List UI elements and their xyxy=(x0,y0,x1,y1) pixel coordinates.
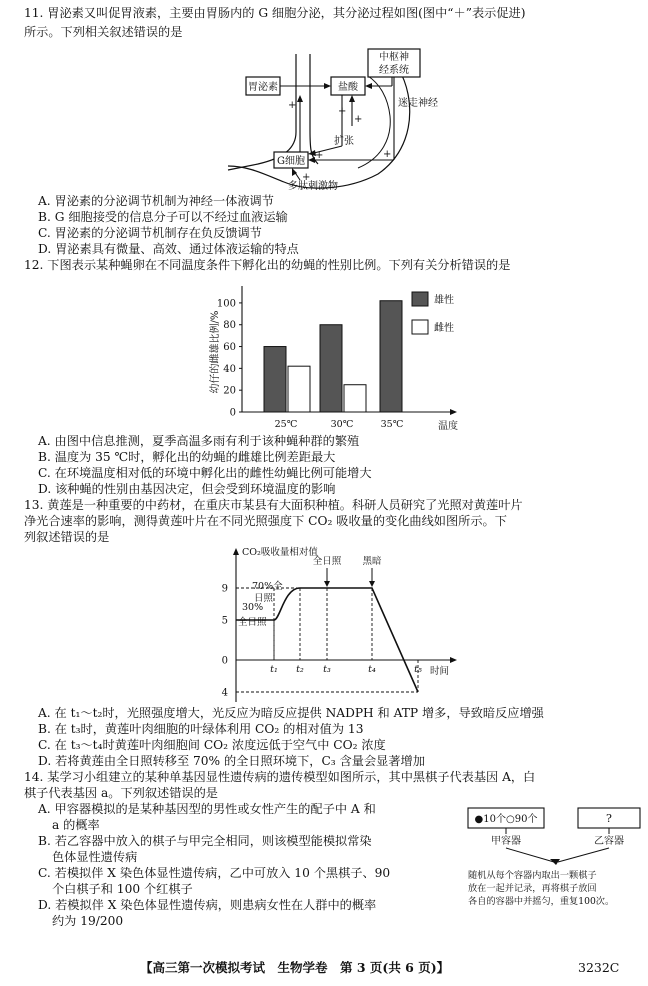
plus-sign: + xyxy=(354,114,363,125)
x-tick-label: t₃ xyxy=(323,664,331,675)
plus-sign: + xyxy=(288,100,297,111)
q12-option-c: C. 在环境温度相对低的环境中孵化出的雌性幼蝇比例可能增大 xyxy=(38,466,372,480)
legend-label: 雌性 xyxy=(434,323,454,334)
y-tick-label: 5 xyxy=(221,615,228,627)
q14-option-a-line1: A. 甲容器模拟的是某种基因型的男性或女性产生的配子中 A 和 xyxy=(38,802,376,816)
plus-sign: + xyxy=(315,150,324,161)
x-axis-label: 时间 xyxy=(430,666,450,677)
q14-option-a-line2: a 的概率 xyxy=(52,818,100,832)
legend-swatch xyxy=(412,292,428,306)
legend-label: 雄性 xyxy=(434,295,454,306)
q12-option-b: B. 温度为 35 ℃时，孵化出的幼蝇的雌雄比例差距最大 xyxy=(38,450,336,464)
bar-雄性 xyxy=(380,301,402,412)
annotation-label: 70%全 xyxy=(252,581,283,592)
x-tick-label: t₄ xyxy=(368,664,376,675)
q11-option-b: B. G 细胞接受的信息分子可以不经过血液运输 xyxy=(38,210,288,224)
plus-sign: + xyxy=(383,149,392,160)
q13-stem-line3: 列叙述错误的是 xyxy=(24,530,110,544)
q14-stem-line2: 棋子代表基因 a。下列叙述错误的是 xyxy=(24,786,218,800)
q12-stem: 12. 下图表示某种蝇卵在不同温度条件下孵化出的幼蝇的性别比例。下列有关分析错误的是 xyxy=(24,258,511,272)
y-tick-label: 40 xyxy=(223,363,236,375)
q11-option-d: D. 胃泌素具有微量、高效、通过体液运输的特点 xyxy=(38,242,299,256)
annotation-label: 30% xyxy=(242,602,264,613)
gcell-box-label: G细胞 xyxy=(277,156,305,167)
q11-gastrin-diagram xyxy=(218,46,448,196)
y-tick-label: 80 xyxy=(223,320,236,332)
model-note-line1: 随机从每个容器内取出一颗棋子 xyxy=(468,870,597,881)
page-footer: 【高三第一次模拟考试 生物学卷 第 3 页(共 6 页)】 xyxy=(140,960,450,975)
x-axis-arrow xyxy=(450,657,457,663)
x-tick-label: 35℃ xyxy=(380,419,404,430)
q13-option-d: D. 若将黄莲由全日照转移至 70% 的全日照环境下，C₃ 含量会显著增加 xyxy=(38,754,425,768)
q14-stem-line1: 14. 某学习小组建立的某种单基因显性遗传病的遗传模型如图所示，其中黑棋子代表基因 A，白 xyxy=(24,770,536,784)
paper-code: 3232C xyxy=(578,960,620,975)
cns-label: 中枢神 xyxy=(379,52,409,63)
q11-option-c: C. 胃泌素的分泌调节机制存在负反馈调节 xyxy=(38,226,262,240)
x-tick-label: t₂ xyxy=(296,664,304,675)
q13-stem-line1: 13. 黄莲是一种重要的中药材，在重庆市某县有大面积种植。科研人员研究了光照对黄莲叶片 xyxy=(24,498,523,512)
q11-option-a: A. 胃泌素的分泌调节机制为神经一体液调节 xyxy=(38,194,274,208)
y-axis-label: CO₂吸收量相对值 xyxy=(242,547,318,558)
q14-option-c-line1: C. 若模拟伴 X 染色体显性遗传病，乙中可放入 10 个黑棋子、90 xyxy=(38,866,391,880)
co2-absorption-line-chart xyxy=(214,544,464,706)
plus-sign: + xyxy=(302,172,311,183)
bar-雄性 xyxy=(264,347,286,412)
dilate-label: 扩张 xyxy=(334,136,354,147)
x-tick-label: 25℃ xyxy=(274,419,298,430)
svg-text:经系统: 经系统 xyxy=(379,65,409,76)
container-b-label: 乙容器 xyxy=(594,836,624,847)
legend-swatch xyxy=(412,320,428,334)
q13-option-c: C. 在 t₃～t₄时黄莲叶肉细胞间 CO₂ 浓度远低于空气中 CO₂ 浓度 xyxy=(38,738,386,752)
y-tick-label: 100 xyxy=(216,298,236,310)
q11-stem-line2: 所示。下列相关叙述错误的是 xyxy=(24,25,183,39)
container-b-content: ? xyxy=(606,812,612,825)
acid-box-label: 盐酸 xyxy=(338,82,358,93)
model-note-line3: 各自的容器中并摇匀，重复100次。 xyxy=(468,896,615,907)
x-tick-label: 30℃ xyxy=(330,419,354,430)
annotation-arrowhead xyxy=(324,581,330,587)
y-axis-label: 幼仔的雌雄比例/% xyxy=(210,310,221,394)
x-tick-label: t₁ xyxy=(270,664,278,675)
y-tick-label: 60 xyxy=(223,342,236,354)
y-tick-label: 9 xyxy=(221,583,228,595)
q14-option-b-line2: 色体显性遗传病 xyxy=(52,850,138,864)
y-tick-label: 4 xyxy=(221,687,228,699)
q12-option-a: A. 由图中信息推测，夏季高温多雨有利于该种蝇种群的繁殖 xyxy=(38,434,360,448)
bar-雌性 xyxy=(288,366,310,412)
gastrin-box-label: 胃泌素 xyxy=(248,82,278,93)
container-a-label: 甲容器 xyxy=(491,836,521,847)
annotation-arrowhead xyxy=(369,581,375,587)
plus-sign: + xyxy=(338,106,347,117)
bar-雄性 xyxy=(320,325,342,412)
q13-option-b: B. 在 t₃时，黄莲叶肉细胞的叶绿体利用 CO₂ 的相对值为 13 xyxy=(38,722,364,736)
y-axis-arrow xyxy=(233,548,239,555)
q14-option-c-line2: 个白棋子和 100 个红棋子 xyxy=(52,882,193,896)
annotation-label: 全日照 xyxy=(238,617,267,628)
q14-option-d-line2: 约为 19/200 xyxy=(52,914,124,928)
x-axis-arrow xyxy=(450,409,457,415)
q14-option-b-line1: B. 若乙容器中放入的棋子与甲完全相同，则该模型能模拟常染 xyxy=(38,834,372,848)
annotation-label: 黑暗 xyxy=(362,556,382,567)
vagus-label: 迷走神经 xyxy=(398,98,438,109)
q11-stem-line1: 11. 胃泌素又叫促胃液素，主要由胃肠内的 G 细胞分泌，其分泌过程如图(图中“＋”表示促进) xyxy=(24,6,526,20)
x-tick-label: t₅ xyxy=(414,664,422,675)
q13-option-a: A. 在 t₁～t₂时，光照强度增大，光反应为暗反应提供 NADPH 和 ATP 增多，导致暗反应增强 xyxy=(38,706,544,720)
annotation-label: 全日照 xyxy=(312,556,342,567)
model-note-line2: 放在一起并记录，再将棋子放回 xyxy=(468,883,597,894)
sex-ratio-bar-chart xyxy=(202,280,472,434)
annotation-label: 日照 xyxy=(254,593,274,604)
y-tick-label: 0 xyxy=(221,655,228,667)
x-axis-label: 温度 xyxy=(438,421,458,432)
y-tick-label: 0 xyxy=(229,407,236,419)
y-tick-label: 20 xyxy=(223,385,236,397)
stimuli-label: 多肽刺激物 xyxy=(288,181,338,192)
q12-option-d: D. 该种蝇的性别由基因决定，但会受到环境温度的影响 xyxy=(38,482,336,496)
container-a-content: ●10个○90个 xyxy=(474,814,538,825)
q13-stem-line2: 净光合速率的影响，测得黄莲叶片在不同光照强度下 CO₂ 吸收量的变化曲线如图所示。下 xyxy=(24,514,507,528)
bar-雌性 xyxy=(344,385,366,412)
genetic-model-diagram xyxy=(466,806,642,922)
q14-option-d-line1: D. 若模拟伴 X 染色体显性遗传病，则患病女性在人群中的概率 xyxy=(38,898,377,912)
